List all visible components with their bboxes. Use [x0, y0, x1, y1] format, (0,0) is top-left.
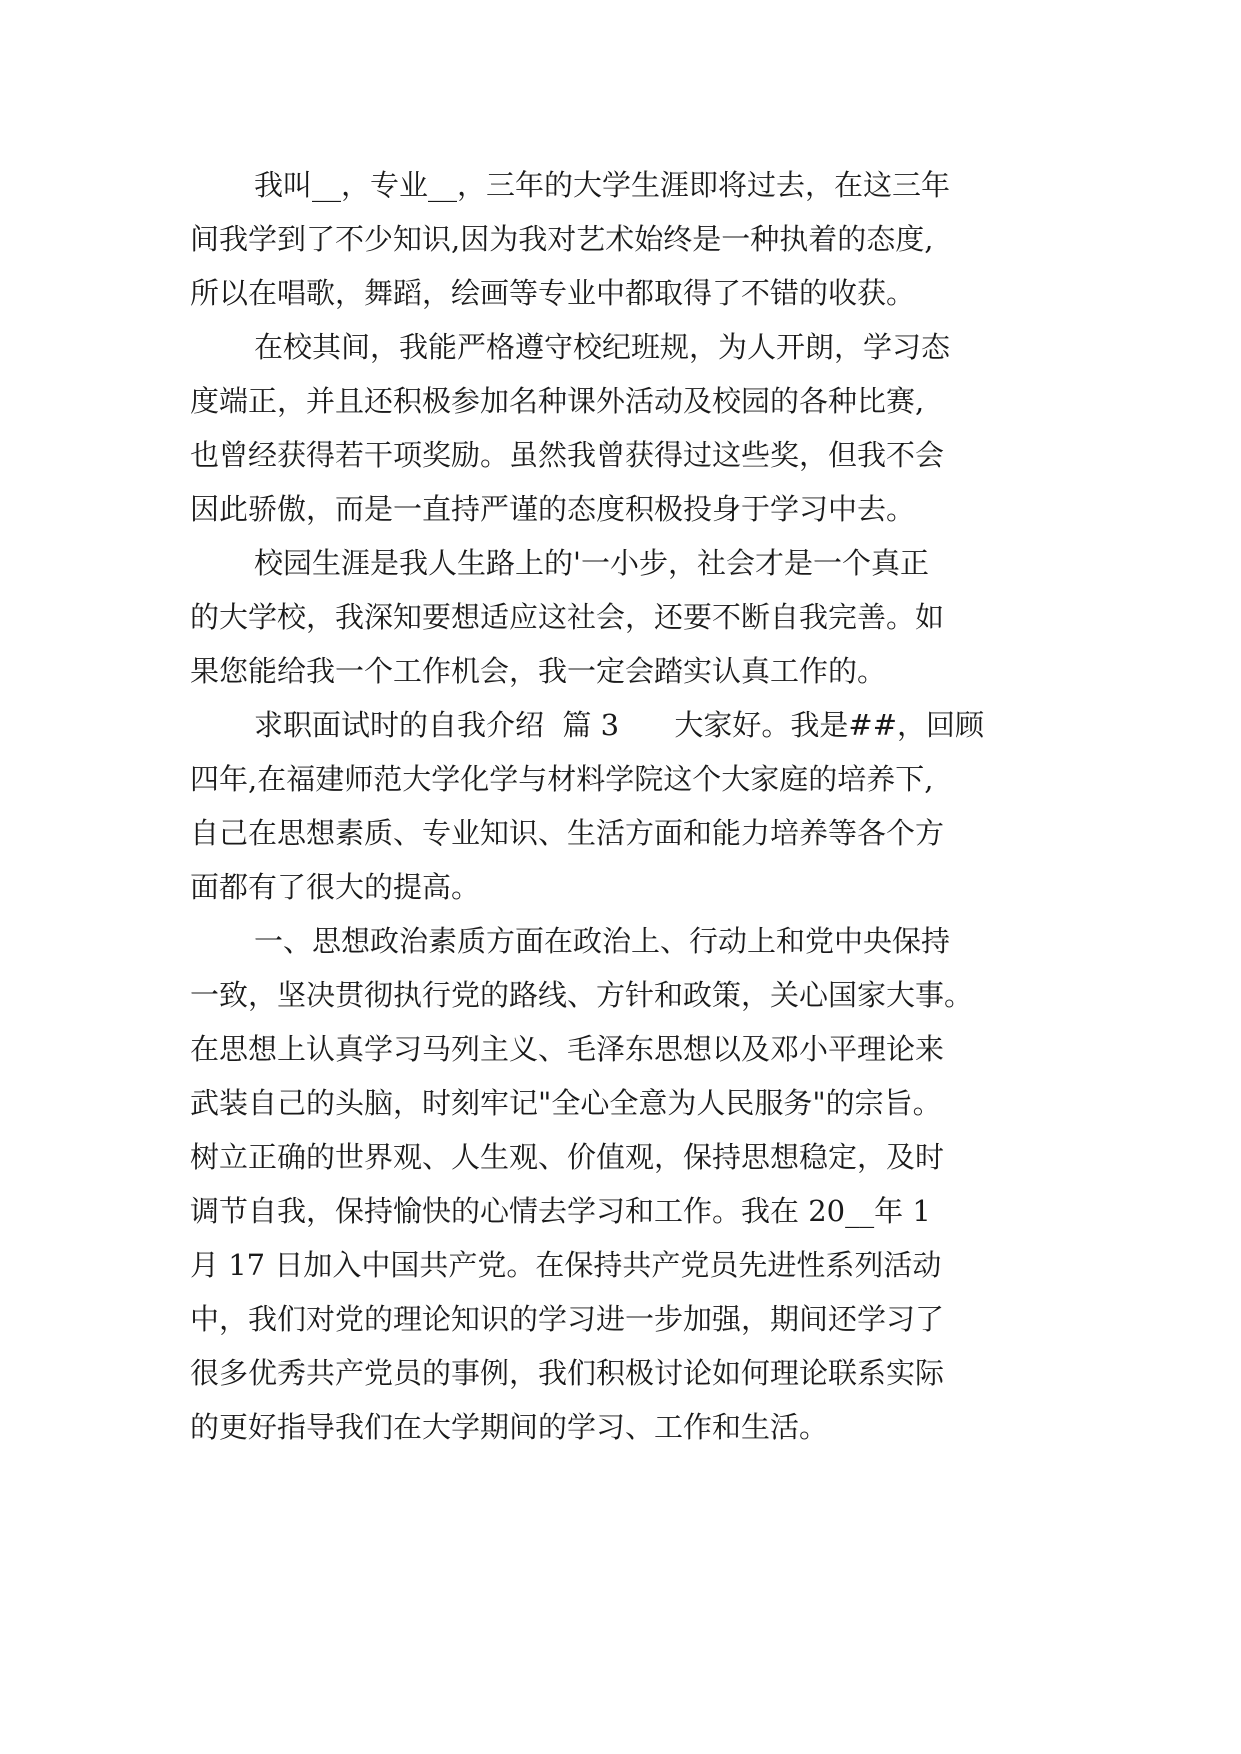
- paragraph-5-line-10: 的更好指导我们在大学期间的学习、工作和生活。: [190, 1410, 829, 1444]
- paragraph-5-line-3: 在思想上认真学习马列主义、毛泽东思想以及邓小平理论来: [190, 1032, 945, 1066]
- paragraph-1-line-1: 我叫__，专业__，三年的大学生涯即将过去，在这三年: [254, 168, 951, 202]
- paragraph-1-line-3: 所以在唱歌，舞蹈，绘画等专业中都取得了不错的收获。: [190, 276, 916, 310]
- paragraph-5-line-8: 中，我们对党的理论知识的学习进一步加强，期间还学习了: [190, 1302, 945, 1336]
- paragraph-5-line-6: 调节自我，保持愉快的心情去学习和工作。我在 20__年 1: [190, 1194, 931, 1228]
- paragraph-2-line-4: 因此骄傲，而是一直持严谨的态度积极投身于学习中去。: [190, 492, 916, 526]
- paragraph-1-line-2: 间我学到了不少知识,因为我对艺术始终是一种执着的态度,: [190, 222, 934, 256]
- paragraph-3-line-1: 校园生涯是我人生路上的'一小步，社会才是一个真正: [254, 546, 929, 580]
- paragraph-2-line-1: 在校其间，我能严格遵守校纪班规，为人开朗，学习态: [254, 330, 951, 364]
- paragraph-2-line-2: 度端正，并且还积极参加名种课外活动及校园的各种比赛,: [190, 384, 925, 418]
- paragraph-4-line-3: 自己在思想素质、专业知识、生活方面和能力培养等各个方: [190, 816, 945, 850]
- document-body: [190, 158, 1050, 1454]
- paragraph-4-line-2: 四年,在福建师范大学化学与材料学院这个大家庭的培养下,: [190, 762, 934, 796]
- paragraph-5-line-7: 月 17 日加入中国共产党。在保持共产党员先进性系列活动: [190, 1248, 942, 1282]
- paragraph-3-line-3: 果您能给我一个工作机会，我一定会踏实认真工作的。: [190, 654, 887, 688]
- paragraph-4-line-1: 求职面试时的自我介绍 篇 3 大家好。我是##，回顾: [254, 708, 985, 742]
- paragraph-5-line-5: 树立正确的世界观、人生观、价值观，保持思想稳定，及时: [190, 1140, 945, 1174]
- paragraph-5-line-4: 武装自己的头脑，时刻牢记"全心全意为人民服务"的宗旨。: [190, 1086, 942, 1120]
- paragraph-3-line-2: 的大学校，我深知要想适应这社会，还要不断自我完善。如: [190, 600, 945, 634]
- paragraph-5-line-9: 很多优秀共产党员的事例，我们积极讨论如何理论联系实际: [190, 1356, 945, 1390]
- paragraph-4-line-4: 面都有了很大的提高。: [190, 870, 481, 904]
- paragraph-5-line-1: 一、思想政治素质方面在政治上、行动上和党中央保持: [254, 924, 951, 958]
- paragraph-2-line-3: 也曾经获得若干项奖励。虽然我曾获得过这些奖，但我不会: [190, 438, 945, 472]
- paragraph-5-line-2: 一致，坚决贯彻执行党的路线、方针和政策，关心国家大事。: [190, 978, 974, 1012]
